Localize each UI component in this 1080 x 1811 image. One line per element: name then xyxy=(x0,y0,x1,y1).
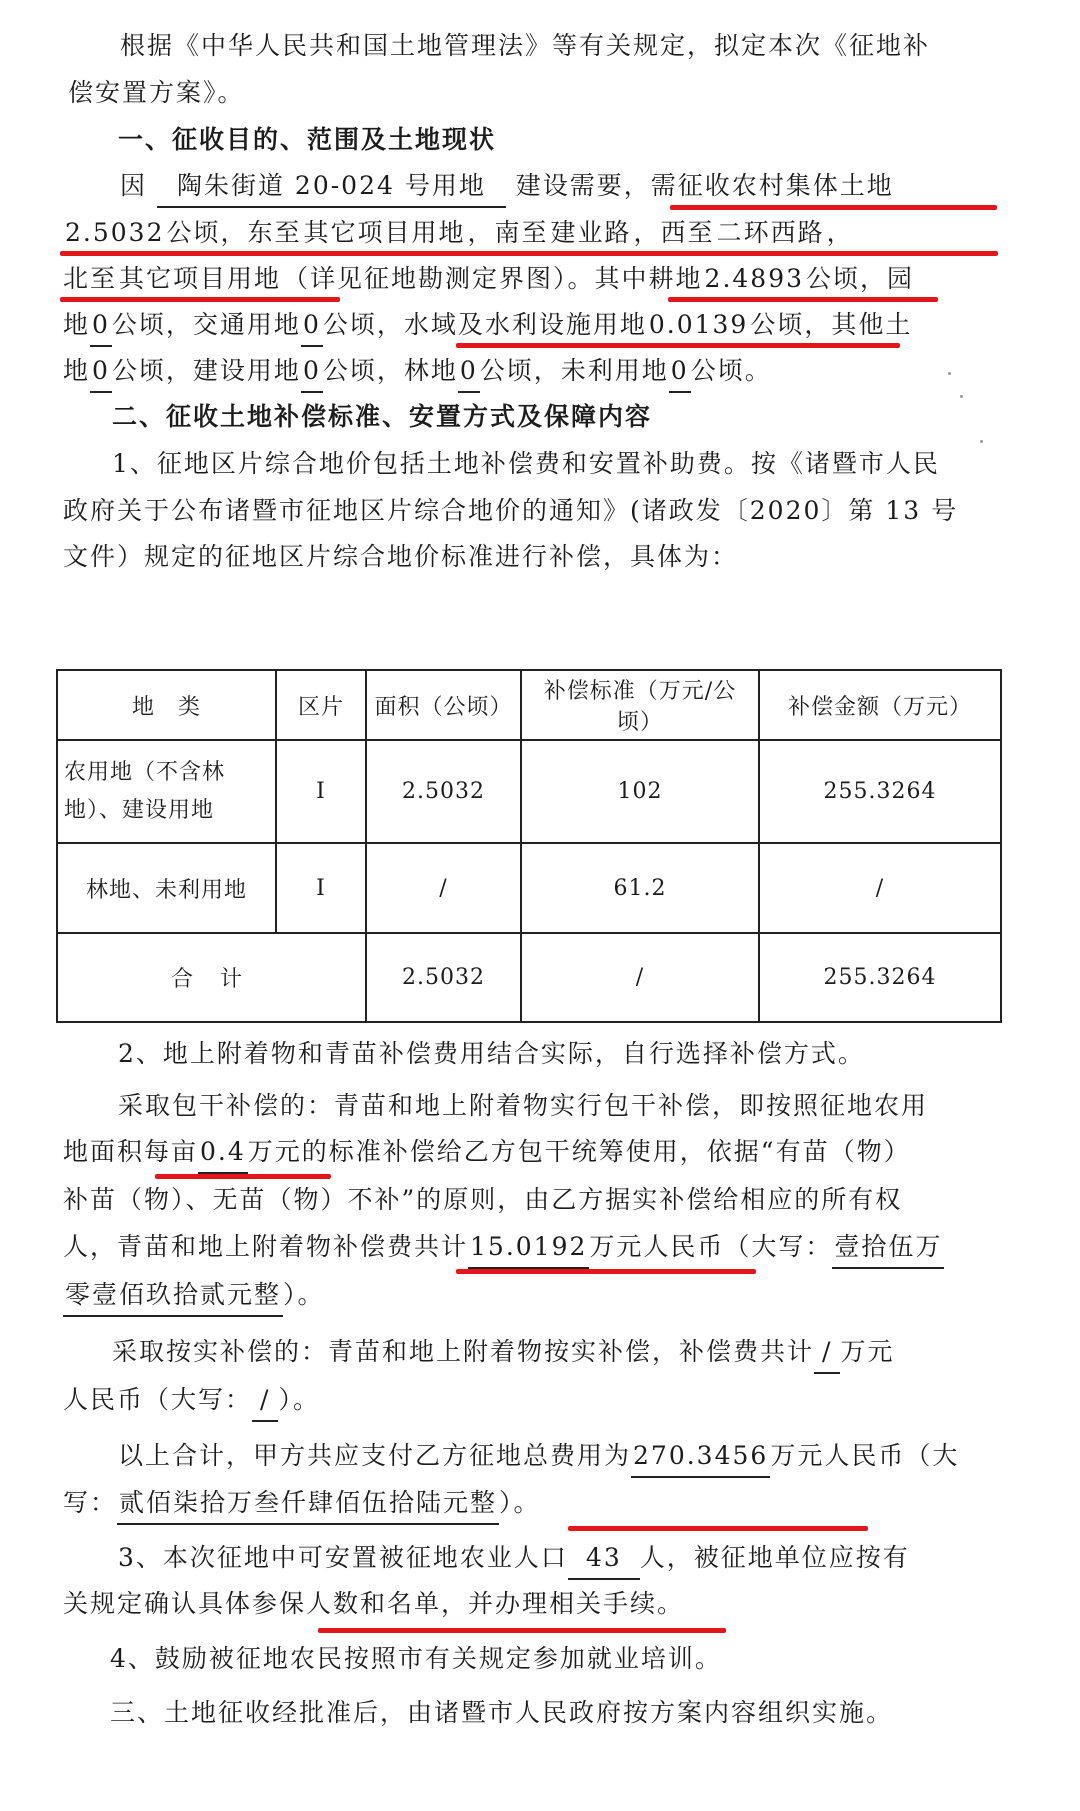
text: 采取按实补偿的：青苗和地上附着物按实补偿，补偿费共计 xyxy=(112,1337,815,1366)
cell-area: 2.5032 xyxy=(366,740,521,843)
text: ）。 xyxy=(499,1488,541,1517)
south-boundary: 建业路 xyxy=(549,213,634,255)
cell-total-label: 合 计 xyxy=(57,933,366,1022)
text: 补苗（物）、无苗（物）不补”的原则，由乙方据实补偿给相应的所有权 xyxy=(63,1185,903,1214)
highlight-underline xyxy=(155,1174,331,1179)
cell-total-area: 2.5032 xyxy=(366,933,521,1022)
text: 公顷，林地 xyxy=(322,356,458,385)
text: （详见征地勘测定界图）。其中耕地 xyxy=(283,264,703,293)
cell-area: / xyxy=(366,843,521,933)
text: 地 xyxy=(63,310,91,339)
table-total-row xyxy=(57,933,1001,1022)
text: 文件）规定的征地区片综合地价标准进行补偿，具体为： xyxy=(63,542,739,571)
unused-area: 0 xyxy=(669,351,691,393)
header-amount: 补偿金额（万元） xyxy=(759,670,1001,740)
standard-line-2 xyxy=(63,491,1080,531)
heading-text: 二、征收土地补偿标准、安置方式及保障内容 xyxy=(112,402,653,431)
forest-area: 0 xyxy=(458,351,480,393)
text: 三、土地征收经批准后，由诸暨市人民政府按方案内容组织实施。 xyxy=(110,1698,894,1727)
header-land-type: 地 类 xyxy=(57,670,276,740)
land-scope-line-1 xyxy=(120,166,1080,206)
text: 公顷，交通用地 xyxy=(111,310,301,339)
highlight-underline xyxy=(568,1526,868,1531)
plot-name: 陶朱街道 20-024 号用地 xyxy=(157,166,506,208)
resettlement-line-1 xyxy=(118,1538,1080,1578)
training-line xyxy=(110,1639,1080,1679)
water-area: 0.0139 xyxy=(647,305,750,347)
text: 因 xyxy=(120,171,148,200)
paragraph-intro-line-2 xyxy=(68,73,1080,113)
text: ）。 xyxy=(283,1280,325,1309)
land-scope-line-3 xyxy=(63,259,1080,299)
highlight-underline xyxy=(456,1269,756,1274)
resettlement-line-2 xyxy=(63,1584,1080,1624)
lump-sum-line-2 xyxy=(63,1132,1080,1172)
text: 公顷，未利用地 xyxy=(479,356,669,385)
text: 公顷。 xyxy=(690,356,772,385)
table-row xyxy=(57,843,1001,933)
text: 公顷，水域及水利设施用地 xyxy=(322,310,647,339)
cell-total-amount: 255.3264 xyxy=(759,933,1001,1022)
amount-in-words: 壹拾伍万 xyxy=(832,1227,944,1269)
highlight-underline xyxy=(60,251,998,256)
text: 写： xyxy=(63,1488,118,1517)
rate-per-mu: 0.4 xyxy=(198,1132,248,1174)
east-boundary: 其它项目用地 xyxy=(302,213,468,255)
text: 4、鼓励被征地农民按照市有关规定参加就业培训。 xyxy=(110,1644,722,1673)
text: 政府关于公布诸暨市征地区片综合地价的通知》(诸政发〔2020〕第 13 号 xyxy=(63,496,959,525)
highlight-underline xyxy=(670,205,997,210)
lump-sum-line-5 xyxy=(63,1275,1080,1315)
section-heading-2 xyxy=(112,397,1080,437)
table-header-row xyxy=(57,670,1001,740)
actual-amount: / xyxy=(814,1332,840,1374)
header-zone: 区片 xyxy=(276,670,366,740)
text: 万元人民币（大 xyxy=(770,1441,960,1470)
cell-total-standard: / xyxy=(521,933,759,1022)
cell-amount: 255.3264 xyxy=(759,740,1001,843)
highlight-underline xyxy=(60,297,340,302)
land-scope-line-5 xyxy=(63,351,1080,391)
actual-compensation-line-2 xyxy=(63,1380,1080,1420)
arable-area: 2.4893 xyxy=(703,259,806,301)
resettled-people-count: 43 xyxy=(568,1538,640,1580)
scan-speck xyxy=(960,395,963,398)
highlight-underline xyxy=(668,297,938,302)
scan-speck xyxy=(980,440,983,443)
text: 北至 xyxy=(63,264,118,293)
text: 人，被征地单位应按有 xyxy=(639,1543,910,1572)
actual-compensation-line-1 xyxy=(112,1332,1080,1372)
table-row xyxy=(57,740,1001,843)
land-scope-line-2 xyxy=(63,213,1080,253)
paragraph-intro-line-1 xyxy=(120,26,1050,66)
other-area: 0 xyxy=(90,351,112,393)
section-3-line xyxy=(110,1693,1080,1733)
cell-land-type: 林地、未利用地 xyxy=(57,843,276,933)
highlight-underline xyxy=(456,343,900,348)
text: 万元人民币（大写： xyxy=(589,1232,833,1261)
cell-standard: 102 xyxy=(521,740,759,843)
cell-zone: I xyxy=(276,843,366,933)
north-boundary: 其它项目用地 xyxy=(117,259,283,301)
total-amount-in-words: 贰佰柒拾万叁仟肆佰伍拾陆元整 xyxy=(117,1483,499,1525)
cell-amount: / xyxy=(759,843,1001,933)
text: 关规定确认具体参保人数和名单，并办理相关手续。 xyxy=(63,1589,685,1618)
text: 根据《中华人民共和国土地管理法》等有关规定，拟定本次《征地补 xyxy=(120,31,931,60)
text: 建设需要，需征收农村集体土地 xyxy=(515,171,894,200)
header-standard: 补偿标准（万元/公顷） xyxy=(521,670,759,740)
text: 公顷，园 xyxy=(806,264,915,293)
scan-speck xyxy=(948,372,951,375)
text: 以上合计，甲方共应支付乙方征地总费用为 xyxy=(118,1441,632,1470)
total-line-2 xyxy=(63,1483,1080,1523)
header-area: 面积（公顷） xyxy=(366,670,521,740)
lump-sum-line-4 xyxy=(63,1227,1080,1267)
text: 万元 xyxy=(840,1337,895,1366)
text: ， xyxy=(826,218,854,247)
text: 2、地上附着物和青苗补偿费用结合实际，自行选择补偿方式。 xyxy=(118,1039,865,1068)
text: 地 xyxy=(63,356,91,385)
text: 公顷，建设用地 xyxy=(111,356,301,385)
standard-line-3 xyxy=(63,537,1080,577)
text: 偿安置方案》。 xyxy=(68,78,245,107)
total-line-1 xyxy=(118,1436,1080,1476)
text: 万元的标准补偿给乙方包干统筹使用，依据“有苗（物） xyxy=(247,1137,911,1166)
total-area: 2.5032 xyxy=(63,213,166,255)
section-heading-1 xyxy=(118,120,1080,160)
west-boundary: 二环西路 xyxy=(715,213,827,255)
transport-area: 0 xyxy=(301,305,323,347)
cell-standard: 61.2 xyxy=(521,843,759,933)
text: 人民币（大写： xyxy=(63,1385,253,1414)
text: 地面积每亩 xyxy=(63,1137,199,1166)
text: 公顷，其他土 xyxy=(750,310,913,339)
actual-amount-in-words: / xyxy=(252,1380,278,1422)
heading-text: 一、征收目的、范围及土地现状 xyxy=(118,125,497,154)
amount-in-words: 零壹佰玖拾贰元整 xyxy=(63,1275,283,1317)
attachment-compensation-line xyxy=(118,1034,1080,1074)
land-scope-line-4 xyxy=(63,305,1080,345)
text: ，南至 xyxy=(467,218,549,247)
lump-sum-amount: 15.0192 xyxy=(468,1227,589,1269)
lump-sum-line-1 xyxy=(118,1086,1080,1126)
text: 公顷，东至 xyxy=(166,218,302,247)
highlight-underline xyxy=(318,1628,726,1633)
text: 人，青苗和地上附着物补偿费共计 xyxy=(63,1232,469,1261)
text: 3、本次征地中可安置被征地农业人口 xyxy=(118,1543,568,1572)
text: 1、征地区片综合地价包括土地补偿费和安置补助费。按《诸暨市人民 xyxy=(112,449,940,478)
text: ）。 xyxy=(278,1385,320,1414)
lump-sum-line-3 xyxy=(63,1180,1080,1220)
garden-area: 0 xyxy=(90,305,112,347)
total-amount: 270.3456 xyxy=(631,1436,770,1478)
text: ，西至 xyxy=(633,218,715,247)
cell-zone: I xyxy=(276,740,366,843)
cell-land-type: 农用地（不含林地）、建设用地 xyxy=(57,740,276,843)
standard-line-1 xyxy=(112,444,1080,484)
construction-area: 0 xyxy=(301,351,323,393)
compensation-table xyxy=(56,669,1002,1023)
text: 采取包干补偿的：青苗和地上附着物实行包干补偿，即按照征地农用 xyxy=(118,1091,929,1120)
